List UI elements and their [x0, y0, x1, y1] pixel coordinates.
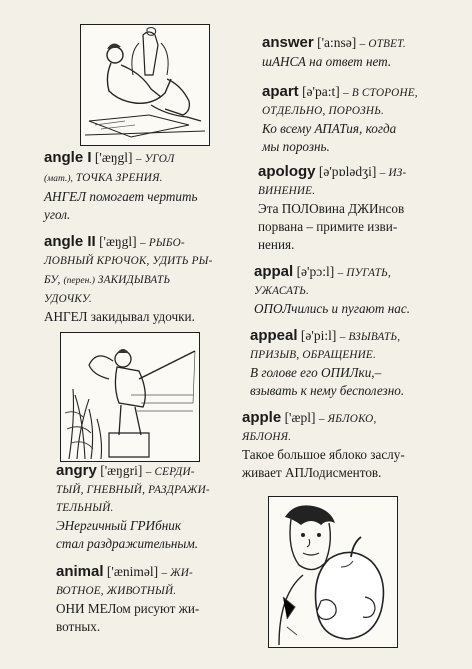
definition: – ОТВЕТ. — [359, 38, 406, 50]
entry-appal — [254, 263, 454, 318]
mnemonic-line: мы порознь. — [262, 139, 330, 154]
headword: animal — [56, 563, 104, 580]
angel-fishing-icon — [60, 332, 200, 462]
entry-headline — [258, 163, 458, 182]
definition-line: УЖАСАТЬ. — [254, 285, 309, 297]
entry-headline — [250, 327, 450, 346]
definition: – ЖИ- — [161, 567, 193, 579]
mnemonic-line: Эта ПОЛОвина ДЖИнсов — [258, 201, 405, 216]
mnemonic-line: ЭНергичный ГРИбник — [56, 518, 182, 533]
headword: angle I — [44, 149, 92, 166]
definition: – ВЗЫВАТЬ, — [339, 331, 401, 343]
transcription: ['æŋgl] — [95, 234, 141, 249]
mnemonic-line: шАНСА на ответ нет. — [262, 54, 392, 69]
entry-headline — [254, 263, 454, 282]
definition-line: ПРИЗЫВ, ОБРАЩЕНИЕ. — [250, 349, 376, 361]
angel-drawing-icon — [80, 24, 210, 146]
definition: – РЫБО- — [140, 237, 185, 249]
headword: apple — [242, 409, 282, 426]
entry-headline — [44, 233, 244, 252]
entry-headline — [262, 34, 462, 53]
transcription: [ə'pɒlədʒi] — [315, 164, 380, 179]
entry-headline — [262, 83, 462, 102]
entry-headline — [56, 563, 256, 582]
headword: angry — [56, 462, 97, 479]
mnemonic-line: Ко всему АПАТия, когда — [262, 121, 397, 136]
mnemonic-line: вотных. — [56, 619, 101, 634]
mnemonic-line: взывать к нему бесполезно. — [250, 383, 405, 398]
transcription: ['æŋgl] — [91, 150, 136, 165]
definition: – УГОЛ — [135, 153, 175, 165]
definition-line — [44, 168, 244, 188]
definition-line: ВИНЕНИЕ. — [258, 185, 316, 197]
definition-line: ТЫЙ, ГНЕВНЫЙ, РАЗДРАЖИ- — [56, 484, 210, 496]
headword: angle II — [44, 233, 96, 250]
mnemonic-line: ОНИ МЕЛом рисуют жи- — [56, 601, 200, 616]
definition-line: ОТДЕЛЬНО, ПОРОЗНЬ. — [262, 105, 384, 117]
entry-appeal — [250, 327, 450, 400]
mnemonic-line: ОПОЛчились и пугают нас. — [254, 301, 411, 316]
definition: ТОЧКА ЗРЕНИЯ. — [72, 172, 163, 184]
definition-line — [44, 270, 244, 290]
usage-note: (перен.) — [63, 276, 95, 286]
transcription: ['æniməl] — [103, 564, 162, 579]
transcription: ['æŋgri] — [96, 463, 146, 478]
definition: – ЯБЛОКО, — [318, 413, 377, 425]
definition: – СЕРДИ- — [145, 466, 195, 478]
transcription: [ə'pi:l] — [297, 328, 340, 343]
entry-headline — [56, 462, 256, 481]
entry-apple — [242, 409, 442, 482]
mnemonic-line: АНГЕЛ помогает чертить — [44, 189, 198, 204]
entry-apology — [258, 163, 458, 254]
entry-headline — [242, 409, 442, 428]
mnemonic-line: нения. — [258, 237, 295, 252]
definition: – В СТОРОНЕ, — [343, 87, 418, 99]
mnemonic-line: живает АПЛодисментов. — [242, 465, 382, 480]
definition-line: ЛОВНЫЙ КРЮЧОК, УДИТЬ РЫ- — [44, 255, 213, 267]
definition: БУ, — [44, 274, 64, 286]
transcription: [ə'pɔ:l] — [293, 264, 338, 279]
definition: – ИЗ- — [379, 167, 407, 179]
mnemonic-line: В голове его ОПИЛки,– — [250, 365, 382, 380]
headword: answer — [262, 34, 314, 51]
boy-with-apple-icon — [268, 496, 398, 648]
usage-note: (мат.), — [44, 174, 73, 184]
headword: appal — [254, 263, 294, 280]
headword: apology — [258, 163, 316, 180]
entry-apart — [262, 83, 462, 156]
mnemonic-line: порвана – примите изви- — [258, 219, 398, 234]
mnemonic-line: Такое большое яблоко заслу- — [242, 447, 405, 462]
definition-line: ТЕЛЬНЫЙ. — [56, 502, 114, 514]
mnemonic-line: стал раздражительным. — [56, 536, 199, 551]
transcription: [ə'pa:t] — [298, 84, 344, 99]
headword: appeal — [250, 327, 298, 344]
mnemonic-line: АНГЕЛ закидывал удочки. — [44, 309, 195, 324]
entry-angry — [56, 462, 256, 553]
definition: ЗАКИДЫВАТЬ — [94, 274, 171, 286]
entry-angle-1 — [44, 149, 244, 224]
mnemonic-line: угол. — [44, 207, 71, 222]
definition-line: ЯБЛОНЯ. — [242, 431, 292, 443]
entry-headline — [44, 149, 244, 168]
definition-line: УДОЧКУ. — [44, 293, 92, 305]
entry-animal — [56, 563, 256, 636]
transcription: ['a:nsə] — [313, 35, 360, 50]
transcription: ['æpl] — [281, 410, 319, 425]
entry-angle-2 — [44, 233, 244, 326]
entry-answer — [262, 34, 462, 71]
headword: apart — [262, 83, 299, 100]
definition: – ПУГАТЬ, — [337, 267, 391, 279]
definition-line: ВОТНОЕ, ЖИВОТНЫЙ. — [56, 585, 177, 597]
